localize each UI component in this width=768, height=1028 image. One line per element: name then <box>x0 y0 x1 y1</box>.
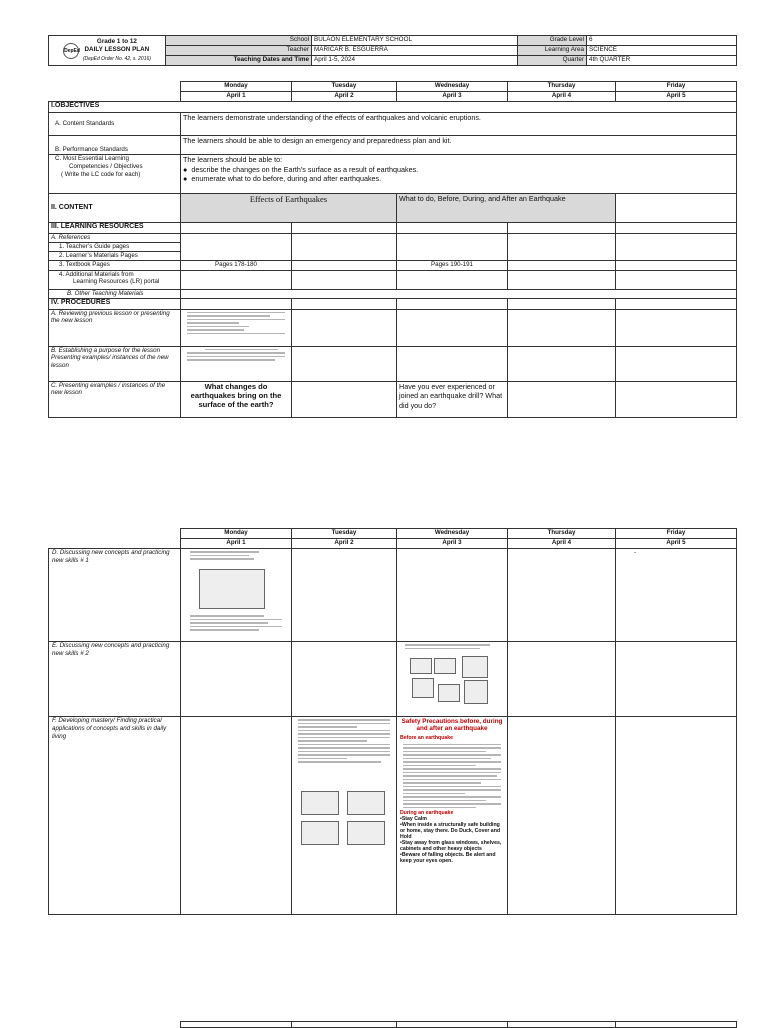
textbook-pages-label: 3. Textbook Pages <box>49 260 181 270</box>
day-monday: Monday <box>181 82 292 92</box>
grade-value: 6 <box>587 36 737 46</box>
textbook-pages-monday: Pages 178-180 <box>181 260 292 270</box>
additional-line1: 4. Additional Materials from <box>59 270 134 278</box>
title-line3: (DepEd Order No. 42, s. 2016) <box>82 55 151 62</box>
p2-day-friday: Friday <box>616 529 737 539</box>
content-topic1: Effects of Earthquakes <box>181 194 397 223</box>
date-friday: April 5 <box>616 92 737 102</box>
title-line1: Grade 1 to 12 <box>96 38 137 46</box>
content-heading: II. CONTENT <box>49 194 181 223</box>
grade-label: Grade Level <box>518 36 587 46</box>
lesson-table-page2 <box>48 528 737 915</box>
quarter-value: 4th QUARTER <box>587 56 737 66</box>
proc-a-label: A. Reviewing previous lesson or presenting the new lesson <box>49 309 181 346</box>
day-thursday: Thursday <box>508 82 616 92</box>
melc-item2: ● enumerate what to do before, during and after earthquakes. <box>183 174 382 184</box>
school-value: BULAON ELEMENTARY SCHOOL <box>312 36 518 46</box>
dates-label: Teaching Dates and Time <box>166 56 312 66</box>
day-tuesday: Tuesday <box>292 82 397 92</box>
proc-d-label: D. Discussing new concepts and practicing new skills # 1 <box>49 549 181 642</box>
dates-value: April 1-5, 2024 <box>312 56 518 66</box>
area-value: SCIENCE <box>587 46 737 56</box>
safety-stay-calm: •Stay Calm <box>400 815 427 822</box>
melc-label-line1: C. Most Essential Learning <box>55 155 129 162</box>
melc-intro: The learners should be able to: <box>183 155 283 164</box>
melc-text <box>181 155 737 194</box>
proc-b-monday-image <box>181 346 292 381</box>
header-table <box>48 35 737 66</box>
melc-label-line2: Competencies / Objectives <box>69 162 143 170</box>
quarter-label: Quarter <box>518 56 587 66</box>
p2-date-wednesday: April 3 <box>397 539 508 549</box>
deped-logo: DepEd <box>63 43 79 59</box>
melc-item1: ● describe the changes on the Earth’s surface as a result of earthquakes. <box>183 164 419 174</box>
teacher-value: MARICAR B. ESGUERRA <box>312 46 518 56</box>
lesson-table-page1 <box>48 81 737 418</box>
safety-during-heading: During an earthquake <box>400 810 454 817</box>
safety-away: •Stay away from glass windows, shelves, cabinets and other heavy objects <box>400 839 502 852</box>
area-label: Learning Area <box>518 46 587 56</box>
proc-d-monday-image <box>181 549 292 642</box>
performance-standards-label: B. Performance Standards <box>49 136 181 155</box>
content-topic2: What to do, Before, During, and After an Earthquake <box>397 194 616 223</box>
p2-day-tuesday: Tuesday <box>292 529 397 539</box>
p2-day-thursday: Thursday <box>508 529 616 539</box>
proc-c-monday: What changes do earthquakes bring on the surface of the earth? <box>181 381 292 417</box>
p2-day-monday: Monday <box>181 529 292 539</box>
proc-f-tuesday-image <box>292 717 397 915</box>
p2-date-tuesday: April 2 <box>292 539 397 549</box>
proc-f-label: F. Developing mastery/ Finding practical applications of concepts and skills in daily living <box>49 717 181 915</box>
p2-date-monday: April 1 <box>181 539 292 549</box>
date-tuesday: April 2 <box>292 92 397 102</box>
proc-a-monday-image <box>181 309 292 346</box>
day-wednesday: Wednesday <box>397 82 508 92</box>
dlp-title-cell <box>49 36 166 66</box>
p2-date-thursday: April 4 <box>508 539 616 549</box>
date-wednesday: April 3 <box>397 92 508 102</box>
resources-heading: III. LEARNING RESOURCES <box>49 223 181 234</box>
title-line2: DAILY LESSON PLAN <box>84 46 150 54</box>
proc-d-friday: - <box>616 549 737 642</box>
content-standards-label: A. Content Standards <box>49 113 181 136</box>
date-monday: April 1 <box>181 92 292 102</box>
melc-label-line3: ( Write the LC code for each) <box>61 170 141 178</box>
school-label: School <box>166 36 312 46</box>
content-standards-text: The learners demonstrate understanding of the effects of earthquakes and volcanic eruptions. <box>181 113 737 136</box>
safety-inside: •When inside a structurally safe building or home, stay there. Do Duck, Cover and Hold <box>400 821 501 840</box>
safety-title: Safety Precautions before, during and after an earthquake <box>401 718 503 733</box>
procedures-heading: IV. PROCEDURES <box>49 298 181 309</box>
p2-day-wednesday: Wednesday <box>397 529 508 539</box>
proc-c-label: C. Presenting examples / instances of the new lesson <box>49 381 181 417</box>
day-friday: Friday <box>616 82 737 92</box>
additional-materials-label <box>49 270 181 289</box>
textbook-pages-wednesday: Pages 190-191 <box>397 260 508 270</box>
date-thursday: April 4 <box>508 92 616 102</box>
tg-pages-label: 1. Teacher’s Guide pages <box>49 243 181 252</box>
lm-pages-label: 2. Learner’s Materials Pages <box>49 251 181 260</box>
buckled-building-sketch <box>199 569 265 609</box>
melc-item2-text: enumerate what to do before, during and after earthquakes. <box>191 174 382 184</box>
proc-e-wednesday-image <box>397 642 508 717</box>
references-label: A. References <box>49 234 181 243</box>
other-materials-label: B. Other Teaching Materials <box>49 289 181 298</box>
lesson-table-page3-partial <box>180 1021 737 1028</box>
proc-e-label: E. Discussing new concepts and practicing new skills # 2 <box>49 642 181 717</box>
p2-date-friday: April 5 <box>616 539 737 549</box>
safety-precautions-panel <box>397 717 508 915</box>
proc-c-wednesday: Have you ever experienced or joined an earthquake drill? What did you do? <box>397 381 508 417</box>
melc-label <box>49 155 181 194</box>
teacher-label: Teacher <box>166 46 312 56</box>
safety-beware: •Beware of falling objects. Be alert and keep your eyes open. <box>400 851 496 864</box>
objectives-heading: I.OBJECTIVES <box>49 102 737 113</box>
additional-line2: Learning Resources (LR) portal <box>73 278 160 286</box>
proc-b-label: B. Establishing a purpose for the lesson Presenting examples/ instances of the new lesson <box>49 346 181 381</box>
performance-standards-text: The learners should be able to design an emergency and preparedness plan and kit. <box>181 136 737 155</box>
safety-before-heading: Before an earthquake <box>400 735 454 742</box>
melc-item1-text: describe the changes on the Earth’s surface as a result of earthquakes. <box>191 164 419 174</box>
